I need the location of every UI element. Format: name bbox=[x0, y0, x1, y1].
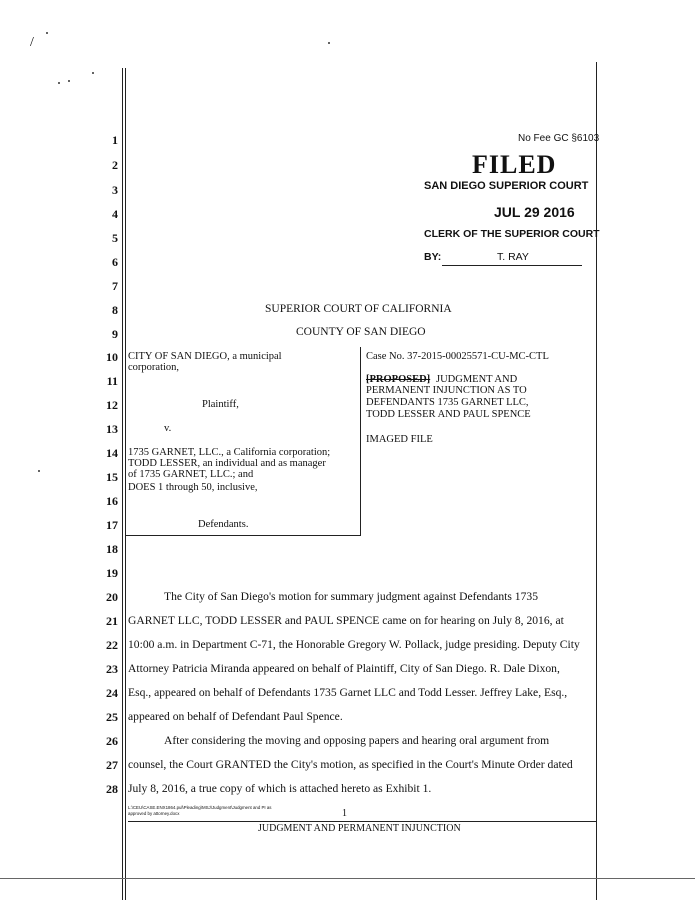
stamp-court: SAN DIEGO SUPERIOR COURT bbox=[424, 180, 589, 192]
right-margin-rule bbox=[596, 62, 597, 900]
page-number: 1 bbox=[342, 808, 347, 819]
scan-mark: / bbox=[30, 35, 34, 50]
line-number: 7 bbox=[112, 279, 118, 293]
footer-rule bbox=[128, 821, 596, 822]
line-number: 26 bbox=[106, 734, 118, 748]
line-number: 13 bbox=[106, 422, 118, 436]
line-number: 19 bbox=[106, 566, 118, 580]
versus: v. bbox=[164, 423, 172, 434]
document-title-3: DEFENDANTS 1735 GARNET LLC, bbox=[366, 397, 529, 408]
body-line: counsel, the Court GRANTED the City's motion, as specified in the Court's Minute Order dated bbox=[128, 758, 573, 771]
left-margin-rule-inner bbox=[125, 68, 126, 900]
court-county: COUNTY OF SAN DIEGO bbox=[296, 326, 426, 338]
line-number: 21 bbox=[106, 614, 118, 628]
stamp-by-name: T. RAY bbox=[497, 251, 529, 263]
footer-title: JUDGMENT AND PERMANENT INJUNCTION bbox=[258, 823, 461, 834]
line-number: 16 bbox=[106, 494, 118, 508]
line-number: 22 bbox=[106, 638, 118, 652]
body-line: 10:00 a.m. in Department C-71, the Honorable Gregory W. Pollack, judge presiding. Deputy City bbox=[128, 638, 580, 651]
line-number: 3 bbox=[112, 183, 118, 197]
plaintiff-label: Plaintiff, bbox=[202, 399, 239, 410]
fee-note: No Fee GC §6103 bbox=[518, 133, 600, 144]
scan-mark bbox=[92, 72, 94, 74]
scan-mark bbox=[328, 42, 330, 44]
line-number: 28 bbox=[106, 782, 118, 796]
stamp-clerk: CLERK OF THE SUPERIOR COURT bbox=[424, 228, 600, 240]
file-path: L:\CEU\CASE.ENX1864.pul\Pleading\MSJ\Judgment\Judgment and PI as bbox=[128, 805, 272, 810]
line-number: 11 bbox=[106, 374, 118, 388]
document-title-2: PERMANENT INJUNCTION AS TO bbox=[366, 385, 527, 396]
line-number: 1 bbox=[112, 133, 118, 147]
body-line: Attorney Patricia Miranda appeared on behalf of Plaintiff, City of San Diego. R. Dale Dixon, bbox=[128, 662, 560, 675]
court-name: SUPERIOR COURT OF CALIFORNIA bbox=[265, 303, 452, 315]
line-number: 6 bbox=[112, 255, 118, 269]
caption-divider bbox=[360, 347, 361, 535]
line-number: 5 bbox=[112, 231, 118, 245]
body-line: July 8, 2016, a true copy of which is attached hereto as Exhibit 1. bbox=[128, 782, 432, 795]
line-number: 24 bbox=[106, 686, 118, 700]
line-number: 27 bbox=[106, 758, 118, 772]
line-number: 18 bbox=[106, 542, 118, 556]
body-line: appeared on behalf of Defendant Paul Spence. bbox=[128, 710, 343, 723]
filed-heading: FILED bbox=[472, 150, 557, 179]
scan-mark bbox=[46, 32, 48, 34]
line-number: 9 bbox=[112, 327, 118, 341]
document-title-4: TODD LESSER AND PAUL SPENCE bbox=[366, 409, 531, 420]
line-number: 12 bbox=[106, 398, 118, 412]
plaintiff-name: CITY OF SAN DIEGO, a municipal bbox=[128, 351, 282, 362]
line-number: 23 bbox=[106, 662, 118, 676]
defendants-label: Defendants. bbox=[198, 519, 249, 530]
line-number: 20 bbox=[106, 590, 118, 604]
scan-mark bbox=[68, 80, 70, 82]
stamp-signature-line bbox=[442, 265, 582, 266]
plaintiff-name-cont: corporation, bbox=[128, 362, 180, 373]
body-line: Esq., appeared on behalf of Defendants 1735 Garnet LLC and Todd Lesser. Jeffrey Lake, Esq., bbox=[128, 686, 568, 699]
line-number: 8 bbox=[112, 303, 118, 317]
defendant-line-4: DOES 1 through 50, inclusive, bbox=[128, 482, 258, 493]
stamp-by-label: BY: bbox=[424, 251, 442, 263]
defendant-line-1: 1735 GARNET, LLC., a California corporation; bbox=[128, 447, 331, 458]
scan-mark bbox=[58, 82, 60, 84]
proposed-struck: [PROPOSED] bbox=[366, 374, 431, 385]
defendant-line-3: of 1735 GARNET, LLC.; and bbox=[128, 469, 254, 480]
line-number: 25 bbox=[106, 710, 118, 724]
defendant-line-2: TODD LESSER, an individual and as manager bbox=[128, 458, 326, 469]
line-number: 2 bbox=[112, 158, 118, 172]
file-path-cont: approved by attorney.docx bbox=[128, 811, 180, 816]
document-title-1: JUDGMENT AND bbox=[436, 374, 518, 385]
imaged-file: IMAGED FILE bbox=[366, 434, 433, 445]
body-line: The City of San Diego's motion for summary judgment against Defendants 1735 bbox=[164, 590, 538, 603]
left-margin-rule-outer bbox=[122, 68, 123, 900]
body-line: GARNET LLC, TODD LESSER and PAUL SPENCE came on for hearing on July 8, 2016, at bbox=[128, 614, 564, 627]
line-number: 15 bbox=[106, 470, 118, 484]
line-number: 10 bbox=[106, 350, 118, 364]
caption-bottom-rule bbox=[126, 535, 361, 536]
case-number: Case No. 37-2015-00025571-CU-MC-CTL bbox=[366, 351, 549, 362]
line-number: 14 bbox=[106, 446, 118, 460]
line-number: 4 bbox=[112, 207, 118, 221]
body-line: After considering the moving and opposing papers and hearing oral argument from bbox=[164, 734, 550, 747]
line-number: 17 bbox=[106, 518, 118, 532]
scan-bottom-edge bbox=[0, 878, 695, 879]
scan-mark bbox=[38, 470, 40, 472]
stamp-date: JUL 29 2016 bbox=[494, 204, 575, 220]
